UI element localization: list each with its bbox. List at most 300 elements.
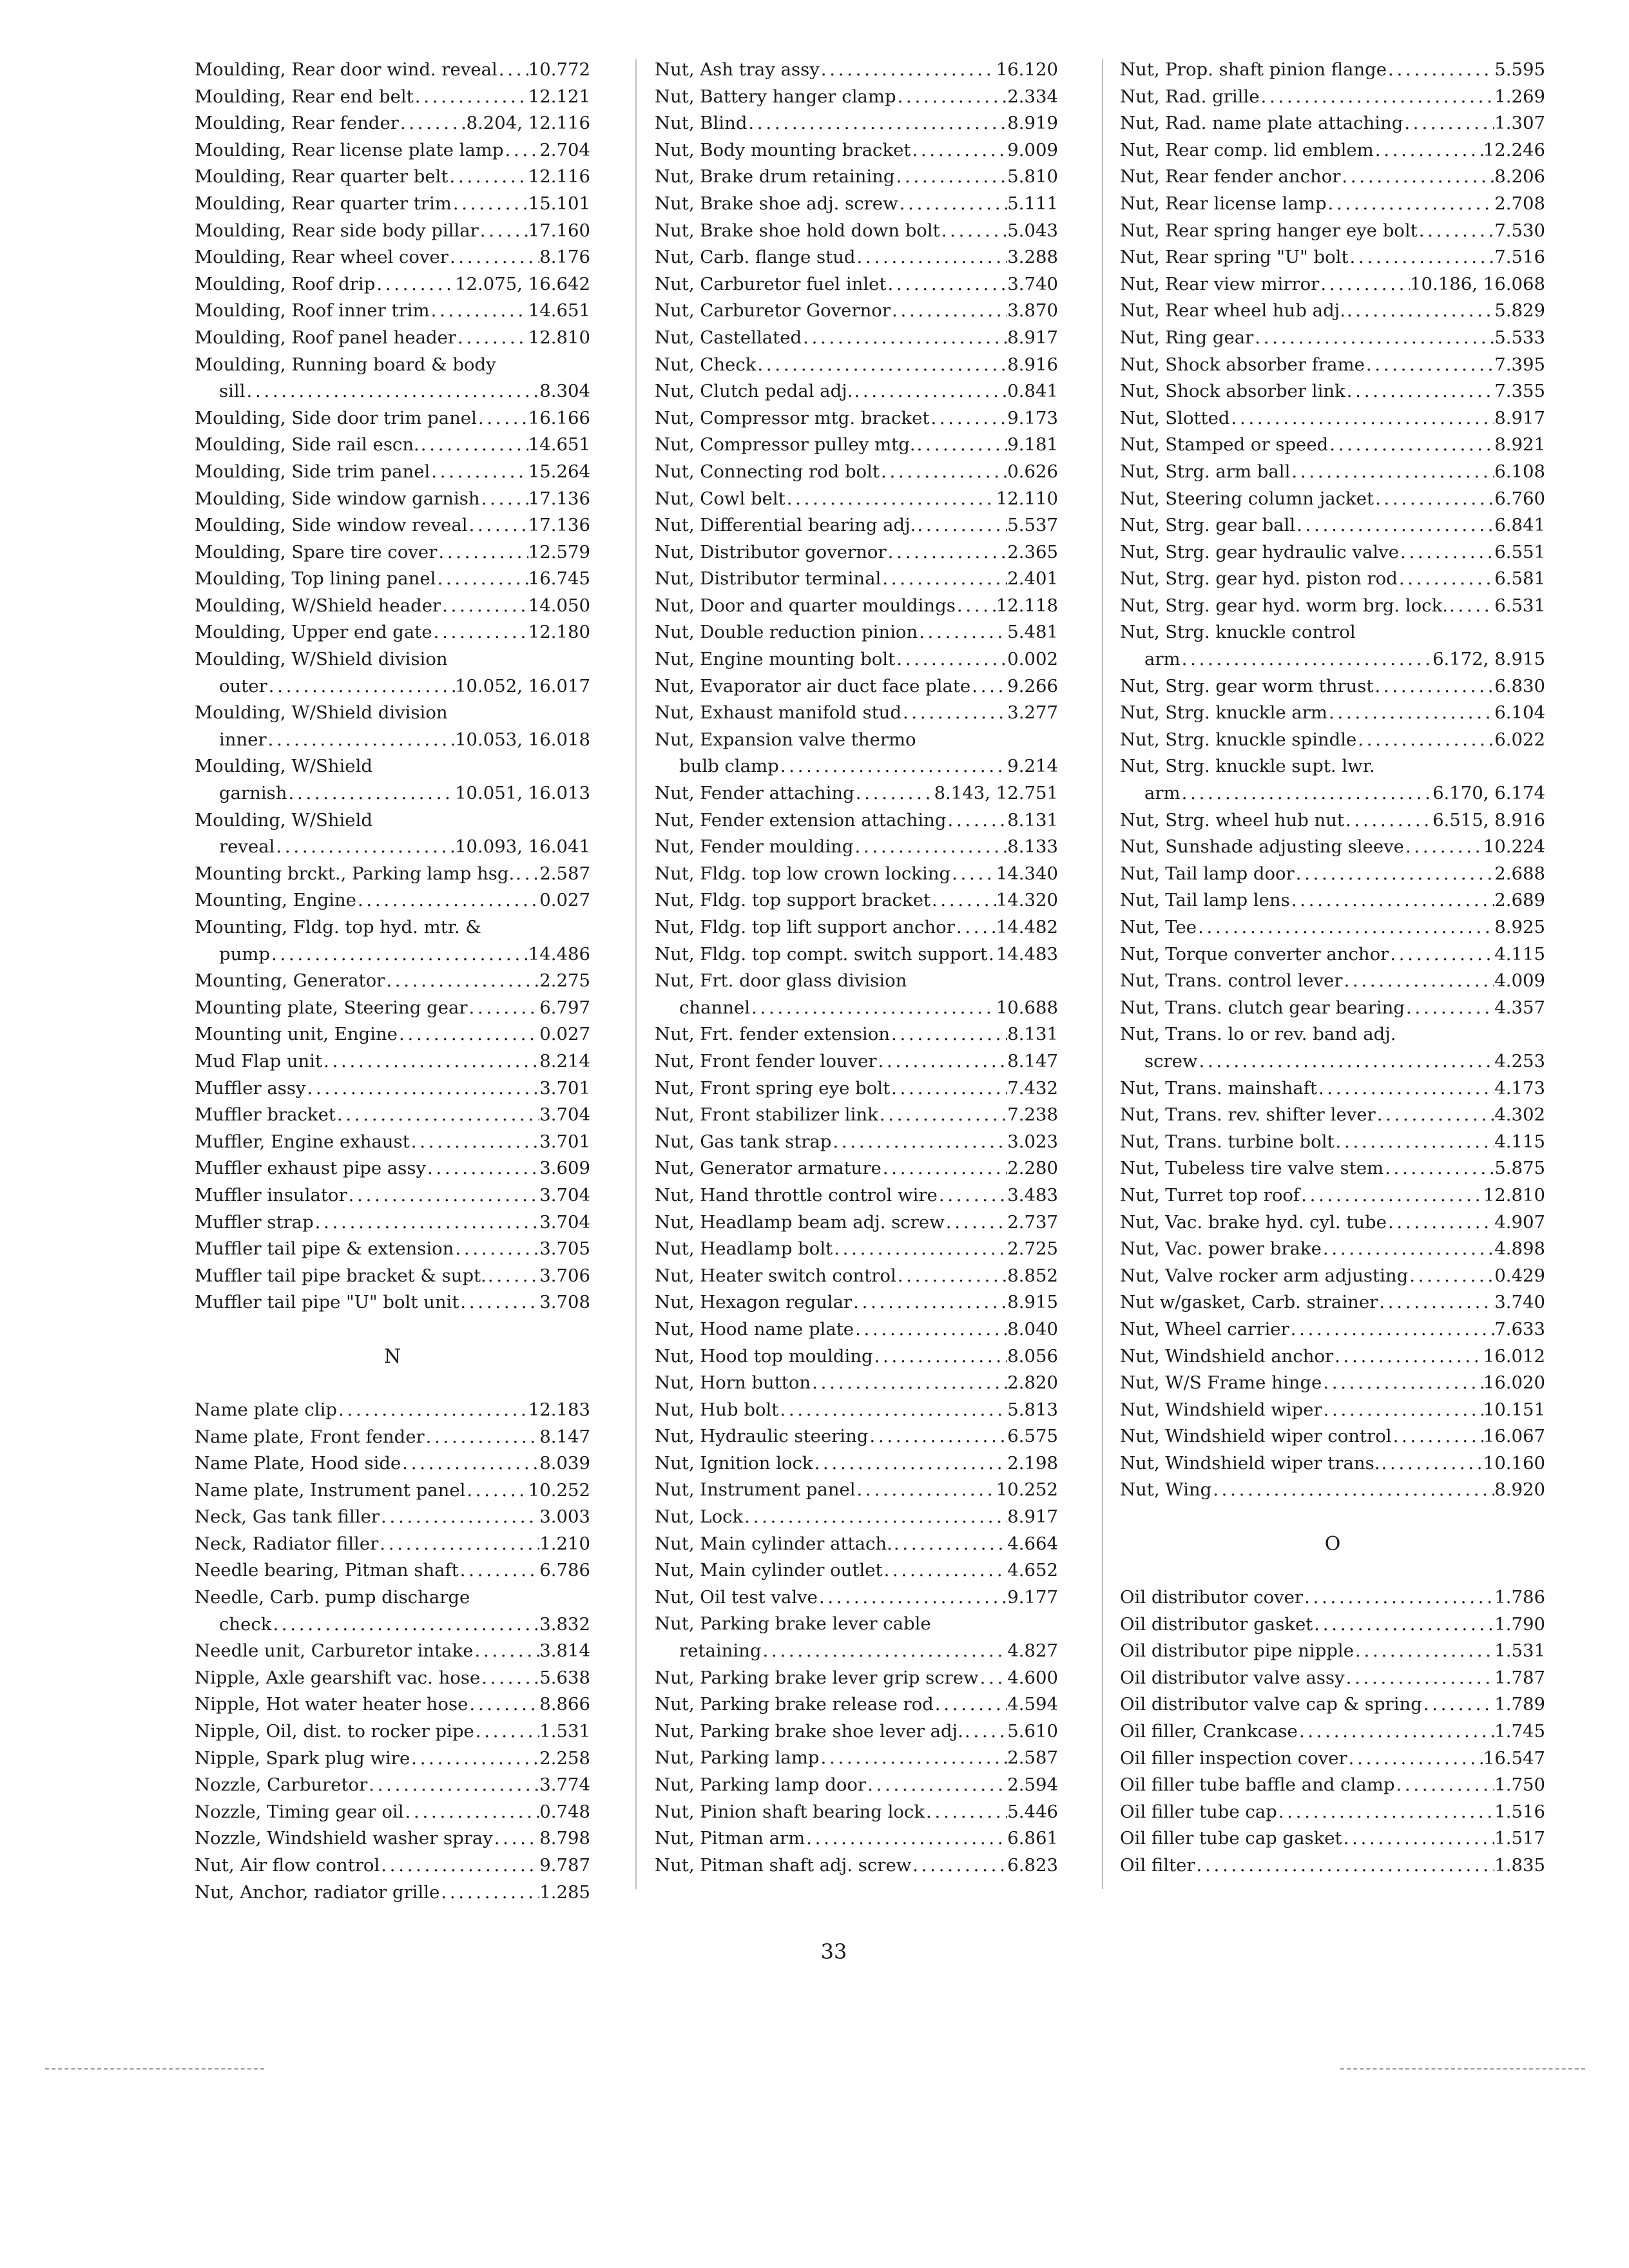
index-entry — [1120, 1155, 1545, 1182]
index-entry — [1120, 298, 1545, 325]
entry-reference-number: 8.056 — [1007, 1345, 1058, 1367]
index-entry — [655, 432, 1058, 459]
entry-text: Nut, Windshield anchor — [1120, 1345, 1334, 1367]
entry-reference-number: 14.483 — [996, 943, 1058, 965]
entry-continuation: garnish — [219, 783, 287, 804]
entry-reference-number: 1.750 — [1494, 1774, 1545, 1796]
index-entry — [195, 1477, 590, 1504]
index-entry — [1120, 1718, 1545, 1745]
entry-text: Needle unit, Carburetor intake — [195, 1640, 474, 1662]
index-entry — [655, 780, 1058, 807]
index-entry — [655, 57, 1058, 84]
entry-reference-number: 10.151 — [1483, 1399, 1545, 1420]
entry-reference-number: 14.482 — [996, 917, 1058, 937]
index-entry — [1120, 1397, 1545, 1424]
dot-leader — [1422, 1691, 1494, 1718]
dot-leader — [246, 378, 540, 405]
dot-leader — [473, 1638, 539, 1665]
dot-leader — [487, 1263, 539, 1290]
entry-text: Moulding, Rear quarter belt — [195, 166, 448, 187]
entry-reference-number: 9.787 — [539, 1855, 590, 1876]
index-entry — [655, 1236, 1058, 1263]
entry-text: Nut, Hexagon regular — [655, 1292, 853, 1313]
entry-reference-number: 8.039 — [539, 1453, 590, 1474]
entry-reference-number: 10.252 — [996, 1479, 1058, 1501]
entry-reference-number: 8.919 — [1007, 113, 1058, 134]
dot-leader — [747, 110, 1007, 137]
entry-text: Nut, Distributor terminal — [655, 568, 882, 590]
index-entry — [195, 405, 590, 432]
entry-reference-number: 12.810 — [528, 327, 590, 348]
dot-leader — [1374, 486, 1494, 513]
index-entry — [655, 1477, 1058, 1504]
entry-reference-number: 9.214 — [1007, 756, 1058, 777]
index-entry — [195, 1531, 590, 1558]
entry-text: Nut, Carburetor Governor — [655, 300, 891, 322]
index-entry — [1120, 137, 1545, 164]
entry-reference-number: 1.786 — [1494, 1587, 1545, 1608]
dot-leader — [367, 1772, 539, 1799]
dot-leader — [880, 459, 1007, 486]
dot-leader — [380, 1504, 539, 1531]
entry-text: Nut, Fender attaching — [655, 783, 854, 804]
entry-reference-number: 6.170, 6.174 — [1432, 783, 1545, 804]
index-entry — [195, 1691, 590, 1718]
dot-leader — [306, 1075, 540, 1102]
entry-reference-number: 5.111 — [1007, 193, 1058, 214]
entry-text: Nut, Trans. turbine bolt — [1120, 1131, 1335, 1152]
entry-text: Nut, Battery hanger clamp — [655, 86, 896, 107]
entry-reference-number: 8.925 — [1494, 917, 1545, 937]
entry-reference-number: 1.531 — [539, 1721, 590, 1742]
entry-reference-number: 14.651 — [528, 300, 590, 322]
index-entry — [655, 486, 1058, 513]
entry-text: Nut, Ring gear — [1120, 327, 1254, 348]
index-entry — [1120, 164, 1545, 191]
entry-reference-number: 6.551 — [1494, 541, 1545, 562]
entry-reference-number: 17.160 — [528, 220, 590, 241]
entry-reference-number: 6.108 — [1494, 461, 1545, 482]
entry-text: Nut, Double reduction pinion — [655, 622, 918, 643]
section-letter: N — [383, 1345, 401, 1368]
index-entry — [655, 646, 1058, 673]
entry-text: Nut, Headlamp beam adj. screw — [655, 1211, 945, 1233]
index-entry — [195, 1745, 590, 1773]
index-entry — [195, 84, 590, 111]
entry-reference-number: 1.787 — [1494, 1667, 1545, 1688]
entry-text: Moulding, W/Shield division — [195, 702, 448, 724]
entry-text: Nut, Vac. power brake — [1120, 1238, 1322, 1260]
entry-text: Mud Flap unit — [195, 1050, 323, 1072]
dot-leader — [1317, 1075, 1494, 1102]
entry-text: Needle bearing, Pitman shaft — [195, 1560, 459, 1581]
entry-text: Nut, Strg. gear hyd. worm brg. lock. — [1120, 595, 1448, 616]
entry-reference-number: 8.147 — [539, 1426, 590, 1447]
dot-leader — [1295, 861, 1495, 888]
entry-reference-number: 14.651 — [528, 434, 590, 456]
dot-leader — [750, 995, 996, 1022]
dot-leader — [1392, 1423, 1483, 1450]
entry-text: Nut, Check — [655, 354, 757, 375]
entry-text: Nut, Windshield wiper — [1120, 1399, 1322, 1420]
index-entry — [195, 1799, 590, 1826]
entry-text: Moulding, Rear door wind. reveal — [195, 59, 497, 80]
index-entry — [195, 486, 590, 513]
entry-text: Nut, Cowl belt — [655, 488, 786, 509]
dot-leader — [477, 405, 528, 432]
entry-text: Nut, Wheel carrier — [1120, 1318, 1289, 1340]
index-entry — [655, 1102, 1058, 1129]
index-entry — [195, 1879, 590, 1907]
dot-leader — [1319, 271, 1410, 298]
dot-leader — [901, 700, 1007, 727]
index-entry — [655, 352, 1058, 379]
scan-artifact-line — [1340, 2068, 1585, 2070]
entry-reference-number: 6.861 — [1007, 1828, 1058, 1849]
entry-reference-number: 2.688 — [1494, 863, 1545, 884]
index-entry — [1120, 1584, 1545, 1611]
index-entry — [195, 1209, 590, 1236]
dot-leader — [881, 566, 1007, 593]
entry-reference-number: 3.288 — [1007, 247, 1058, 268]
index-entry — [655, 1691, 1058, 1718]
entry-text: Moulding, Roof panel header — [195, 327, 457, 348]
index-entry — [195, 861, 590, 888]
index-entry — [1120, 1182, 1545, 1209]
dot-leader — [425, 1424, 540, 1451]
entry-reference-number: 6.797 — [539, 997, 590, 1018]
dot-leader — [1365, 352, 1494, 379]
entry-text: Needle, Carb. pump discharge — [195, 1587, 470, 1608]
entry-continuation: outer — [219, 675, 267, 697]
entry-reference-number: 1.531 — [1494, 1640, 1545, 1662]
entry-reference-number: 10.051, 16.013 — [455, 783, 590, 804]
index-entry — [655, 325, 1058, 352]
entry-text: Nut, Hand throttle control wire — [655, 1184, 938, 1206]
entry-reference-number: 6.786 — [539, 1560, 590, 1581]
entry-reference-number: 1.285 — [539, 1881, 590, 1903]
dot-leader — [820, 1745, 1008, 1772]
entry-reference-number: 16.067 — [1483, 1426, 1545, 1447]
entry-reference-number: 8.206 — [1494, 166, 1545, 187]
dot-leader — [1383, 1155, 1494, 1182]
entry-text: Nut, Windshield wiper control — [1120, 1426, 1392, 1447]
index-entry — [195, 1397, 590, 1424]
entry-text: Nut, Tubeless tire valve stem — [1120, 1158, 1384, 1179]
entry-reference-number: 7.516 — [1494, 247, 1545, 268]
dot-leader — [1404, 834, 1483, 861]
index-entry — [1120, 1316, 1545, 1343]
entry-reference-number: 0.027 — [539, 1024, 590, 1045]
dot-leader — [891, 298, 1007, 325]
index-entry — [1120, 352, 1545, 379]
dot-leader — [398, 1021, 539, 1048]
dot-leader — [322, 1048, 539, 1075]
index-entry — [655, 539, 1058, 566]
dot-leader — [852, 1289, 1007, 1316]
dot-leader — [459, 1557, 540, 1584]
entry-text: Nut, Exhaust manifold stud — [655, 702, 901, 724]
entry-text: Nut, Strg. wheel hub nut — [1120, 809, 1345, 831]
dot-leader — [1290, 459, 1494, 486]
entry-reference-number: 3.277 — [1007, 702, 1058, 724]
entry-reference-number: 6.830 — [1494, 675, 1545, 697]
dot-leader — [441, 593, 528, 620]
entry-text: Nut, Parking brake shoe lever adj. — [655, 1720, 963, 1742]
entry-continuation: screw — [1144, 1050, 1198, 1072]
entry-reference-number: 8.852 — [1007, 1265, 1058, 1286]
entry-reference-number: 10.224 — [1483, 836, 1545, 858]
index-entry — [1120, 378, 1545, 405]
entry-reference-number: 15.264 — [528, 461, 590, 482]
index-entry — [1120, 110, 1545, 137]
entry-text: Nozzle, Carburetor — [195, 1774, 368, 1796]
entry-reference-number: 3.701 — [539, 1077, 590, 1099]
dot-leader — [1322, 1236, 1494, 1263]
index-entry — [655, 914, 1058, 941]
entry-text: Nut, Strg. gear worm thrust — [1120, 675, 1374, 697]
dot-leader — [1345, 298, 1494, 325]
index-entry — [1120, 432, 1545, 459]
index-column-3 — [1120, 57, 1545, 1879]
index-entry — [195, 593, 590, 620]
index-entry — [1120, 1772, 1545, 1799]
entry-reference-number: 10.053, 16.018 — [455, 729, 590, 750]
index-entry — [1120, 1745, 1545, 1773]
entry-text: Nut, Rear fender anchor — [1120, 166, 1341, 187]
entry-reference-number: 8.921 — [1494, 434, 1545, 456]
index-entry — [195, 1584, 590, 1638]
entry-reference-number: 1.516 — [1494, 1801, 1545, 1822]
dot-leader — [456, 325, 528, 352]
entry-reference-number: 8.133 — [1007, 836, 1058, 858]
entry-text: Nut, Trans. control lever — [1120, 970, 1343, 992]
dot-leader — [1313, 1611, 1494, 1639]
entry-reference-number: 4.898 — [1494, 1238, 1545, 1260]
page-number: 33 — [820, 1939, 847, 1964]
entry-reference-number: 4.907 — [1494, 1211, 1545, 1233]
dot-leader — [1342, 968, 1494, 995]
entry-text: Moulding, Side window reveal — [195, 515, 468, 536]
entry-text: Nut, Strg. gear ball — [1120, 515, 1296, 536]
entry-reference-number: 16.547 — [1483, 1747, 1545, 1769]
entry-reference-number: 0.027 — [539, 890, 590, 911]
dot-leader — [743, 1504, 1007, 1531]
entry-reference-number: 6.104 — [1494, 702, 1545, 724]
index-entry — [195, 298, 590, 325]
entry-text: Nut, Trans. lo or rev. band adj. — [1120, 1024, 1396, 1045]
entry-continuation: arm — [1144, 649, 1181, 670]
index-entry — [655, 218, 1058, 245]
index-entry — [1120, 191, 1545, 218]
dot-leader — [1335, 1129, 1495, 1156]
index-entry — [1120, 539, 1545, 566]
entry-reference-number: 3.705 — [539, 1238, 590, 1260]
dot-leader — [1328, 432, 1494, 459]
dot-leader — [1260, 84, 1495, 111]
dot-leader — [911, 1852, 1007, 1879]
entry-text: Nut, Parking brake lever grip screw — [655, 1667, 979, 1688]
entry-reference-number: 0.626 — [1007, 461, 1058, 482]
dot-leader — [940, 218, 1008, 245]
dot-leader — [1195, 1852, 1495, 1879]
entry-text: Nipple, Oil, dist. to rocker pipe — [195, 1721, 474, 1742]
entry-text: Mounting plate, Steering gear — [195, 997, 468, 1018]
dot-leader — [895, 646, 1007, 673]
index-entry — [195, 1638, 590, 1665]
entry-text: Nut, Compressor pulley mtg. — [655, 434, 916, 456]
entry-text: Nut, Slotted — [1120, 407, 1230, 428]
index-entry — [1120, 512, 1545, 539]
entry-text: Moulding, Rear license plate lamp — [195, 139, 504, 160]
index-entry — [195, 137, 590, 164]
entry-text: Nut, Oil test valve — [655, 1586, 818, 1608]
entry-text: Nut, Ash tray assy — [655, 59, 820, 80]
index-entry — [655, 673, 1058, 700]
entry-text: Nut, Trans. mainshaft — [1120, 1077, 1317, 1099]
entry-text: Nut, Frt. fender extension — [655, 1024, 890, 1045]
entry-reference-number: 6.022 — [1494, 729, 1545, 750]
index-entry — [195, 352, 590, 405]
entry-text: Muffler tail pipe "U" bolt unit — [195, 1292, 459, 1313]
entry-reference-number: 10.160 — [1483, 1452, 1545, 1474]
entry-text: Oil distributor cover — [1120, 1587, 1304, 1608]
dot-leader — [963, 1718, 1007, 1745]
index-entry — [195, 1289, 590, 1316]
entry-reference-number: 8.040 — [1007, 1318, 1058, 1340]
dot-leader — [468, 1691, 539, 1718]
entry-reference-number: 1.835 — [1494, 1855, 1545, 1876]
dot-leader — [896, 84, 1008, 111]
entry-text: Nut, W/S Frame hinge — [1120, 1372, 1322, 1394]
dot-leader — [883, 1557, 1008, 1584]
dot-leader — [854, 834, 1008, 861]
index-entry — [655, 1450, 1058, 1477]
entry-text: Nut, Compressor mtg. bracket — [655, 407, 930, 428]
dot-leader — [380, 1852, 539, 1879]
index-entry — [1120, 1477, 1545, 1504]
dot-leader — [1376, 1102, 1495, 1129]
dot-leader — [911, 137, 1007, 164]
index-entry — [195, 432, 590, 459]
dot-leader — [1289, 1316, 1495, 1343]
dot-leader — [430, 459, 528, 486]
entry-reference-number: 6.575 — [1007, 1426, 1058, 1447]
entry-text: Nut, Windshield wiper trans. — [1120, 1452, 1380, 1474]
section-letter: O — [1324, 1533, 1341, 1556]
entry-text: Mounting brckt., Parking lamp hsg. — [195, 863, 515, 884]
entry-reference-number: 8.798 — [539, 1828, 590, 1849]
entry-reference-number: 4.009 — [1494, 970, 1545, 992]
entry-text: Nut, Parking lamp — [655, 1747, 820, 1769]
index-entry — [195, 566, 590, 593]
dot-leader — [336, 1102, 539, 1129]
index-entry — [1120, 700, 1545, 727]
dot-leader — [270, 941, 528, 968]
dot-leader — [404, 1799, 540, 1826]
dot-leader — [426, 1155, 539, 1182]
index-entry — [655, 1182, 1058, 1209]
dot-leader — [833, 1236, 1007, 1263]
dot-leader — [1229, 405, 1494, 432]
entry-reference-number: 12.180 — [528, 622, 590, 643]
entry-reference-number: 3.704 — [539, 1104, 590, 1126]
entry-text: Oil distributor valve assy — [1120, 1667, 1345, 1688]
entry-text: Nut, Rear license lamp — [1120, 193, 1327, 214]
index-entry — [195, 1718, 590, 1745]
entry-reference-number: 2.594 — [1007, 1774, 1058, 1795]
entry-text: Name plate, Front fender — [195, 1426, 425, 1447]
entry-reference-number: 4.253 — [1494, 1050, 1545, 1072]
index-entry — [655, 378, 1058, 405]
entry-text: Nut, Tee — [1120, 917, 1197, 937]
entry-reference-number: 12.810 — [1483, 1184, 1545, 1206]
dot-leader — [934, 1691, 1007, 1718]
entry-text: Nipple, Spark plug wire — [195, 1747, 410, 1769]
dot-leader — [1387, 57, 1494, 84]
entry-text: Nut, Turret top roof — [1120, 1184, 1300, 1206]
entry-text: Nut, Rear wheel hub adj. — [1120, 300, 1345, 322]
dot-leader — [878, 1102, 1008, 1129]
dot-leader — [1300, 1182, 1483, 1209]
dot-leader — [480, 486, 528, 513]
entry-text: Nut, Horn button — [655, 1372, 811, 1394]
index-entry — [655, 164, 1058, 191]
entry-reference-number: 1.789 — [1494, 1694, 1545, 1715]
index-entry — [655, 512, 1058, 539]
entry-reference-number: 8.917 — [1007, 1506, 1058, 1528]
index-entry — [195, 914, 590, 968]
dot-leader — [375, 271, 455, 298]
entry-reference-number: 1.269 — [1494, 86, 1545, 107]
index-entry — [655, 1021, 1058, 1048]
entry-text: Nut, Fender moulding — [655, 836, 854, 858]
entry-text: Nut, Fldg. top support bracket — [655, 890, 930, 911]
entry-reference-number: 1.745 — [1494, 1721, 1545, 1742]
entry-text: Nut, Valve rocker arm adjusting — [1120, 1265, 1409, 1286]
entry-reference-number: 6.515, 8.916 — [1432, 809, 1545, 831]
entry-text: Nut, Brake shoe hold down bolt — [655, 220, 940, 241]
index-entry — [655, 1772, 1058, 1799]
entry-reference-number: 9.181 — [1007, 434, 1058, 456]
entry-text: Nut, Shock absorber frame — [1120, 354, 1365, 375]
entry-reference-number: 8.147 — [1007, 1050, 1058, 1072]
index-entry — [195, 1772, 590, 1799]
dot-leader — [1295, 512, 1494, 539]
entry-text: Oil filler tube cap gasket — [1120, 1828, 1342, 1849]
index-entry — [655, 566, 1058, 593]
entry-text: Muffler insulator — [195, 1184, 347, 1206]
entry-text: Nut, Expansion valve thermo — [655, 729, 916, 750]
index-entry — [1120, 271, 1545, 298]
entry-reference-number: 6.760 — [1494, 488, 1545, 509]
index-entry — [195, 619, 590, 646]
entry-text: Nut, Parking brake release rod — [655, 1694, 934, 1715]
index-entry — [655, 834, 1058, 861]
dot-leader — [439, 1879, 539, 1907]
entry-reference-number: 1.210 — [539, 1533, 590, 1554]
index-entry — [655, 1209, 1058, 1236]
entry-reference-number: 8.866 — [539, 1694, 590, 1715]
dot-leader — [929, 405, 1007, 432]
dot-leader — [854, 1316, 1007, 1343]
entry-reference-number: 3.774 — [539, 1774, 590, 1796]
entry-text: Nut, Front fender louver — [655, 1050, 877, 1072]
dot-leader — [820, 57, 996, 84]
dot-leader — [497, 57, 528, 84]
index-entry — [655, 405, 1058, 432]
dot-leader — [437, 539, 528, 566]
